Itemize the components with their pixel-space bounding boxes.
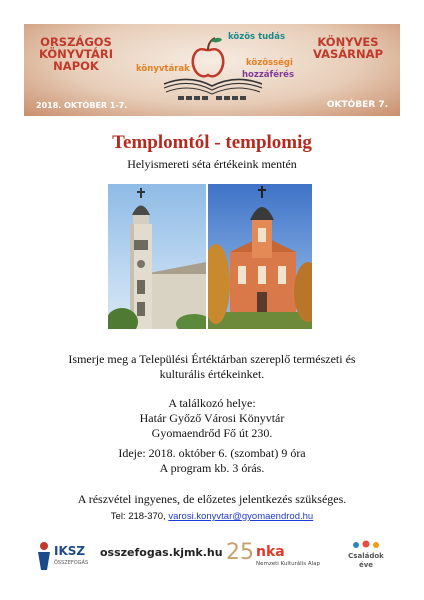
nka-name: nka	[256, 544, 285, 560]
tag-kozossegi: közösségi	[246, 58, 293, 68]
banner-left-line: ORSZÁGOS	[40, 35, 112, 49]
family-line1: Családok	[348, 552, 384, 560]
meeting-address: Gyomaendrőd Fő út 230.	[151, 426, 273, 440]
banner-right-date: OKTÓBER 7.	[326, 100, 388, 110]
banner-book-graphic	[134, 28, 304, 112]
intro-line: Ismerje meg a Települési Értéktárban szereplő természeti és	[68, 352, 356, 366]
tag-kozos-tudas: közös tudás	[228, 32, 286, 42]
participation-notice: A részvétel ingyenes, de előzetes jelentkezés szükséges.	[77, 492, 347, 506]
banner-right-line: KÖNYVES	[317, 35, 379, 49]
church-tower-icon	[208, 184, 312, 329]
banner-left-line: KÖNYVTÁRI	[38, 47, 113, 61]
family-line2: éve	[358, 561, 374, 569]
contact-phone: Tel: 218-370,	[110, 511, 169, 522]
church-photo-left	[108, 184, 206, 329]
tag-hozzaferes: hozzáférés	[242, 70, 295, 80]
church-photo-right	[208, 184, 312, 329]
church-tower-icon	[108, 184, 206, 329]
event-time: Ideje: 2018. október 6. (szombat) 9 óra	[118, 446, 306, 460]
contact-email-link[interactable]: varosi.konyvtar@gyomaendrod.hu	[168, 511, 314, 522]
intro-line: kulturális értékeinket.	[159, 367, 265, 381]
tag-konyvtarak: könyvtárak	[136, 64, 190, 74]
nka-sub: Nemzeti Kulturális Alap	[256, 561, 321, 567]
event-banner	[24, 24, 400, 116]
page-title: Templomtól - templomig	[112, 132, 312, 153]
banner-right-line: VASÁRNAP	[312, 47, 383, 61]
meeting-place: Határ Győző Városi Könyvtár	[139, 411, 285, 425]
banner-left-date: 2018. OKTÓBER 1-7.	[36, 101, 128, 110]
iksz-logo	[34, 540, 88, 570]
nka-number: 25	[226, 540, 254, 565]
nka-logo	[226, 540, 330, 570]
contact-line	[0, 511, 424, 522]
site-link[interactable]: osszefogas.kjmk.hu	[100, 546, 223, 559]
meeting-label: A találkozó helye:	[168, 396, 256, 410]
page-subtitle: Helyismereti séta értékeink mentén	[127, 157, 297, 171]
banner-left-title	[32, 36, 120, 72]
iksz-logo-sub: ÖSSZEFOGÁS	[54, 560, 89, 566]
event-duration: A program kb. 3 órás.	[159, 461, 265, 475]
banner-left-line: NAPOK	[53, 59, 99, 73]
family-year-logo	[344, 540, 388, 570]
iksz-figure-icon	[34, 540, 54, 570]
iksz-logo-text: IKSZ	[54, 544, 86, 558]
banner-right-title	[302, 36, 394, 60]
